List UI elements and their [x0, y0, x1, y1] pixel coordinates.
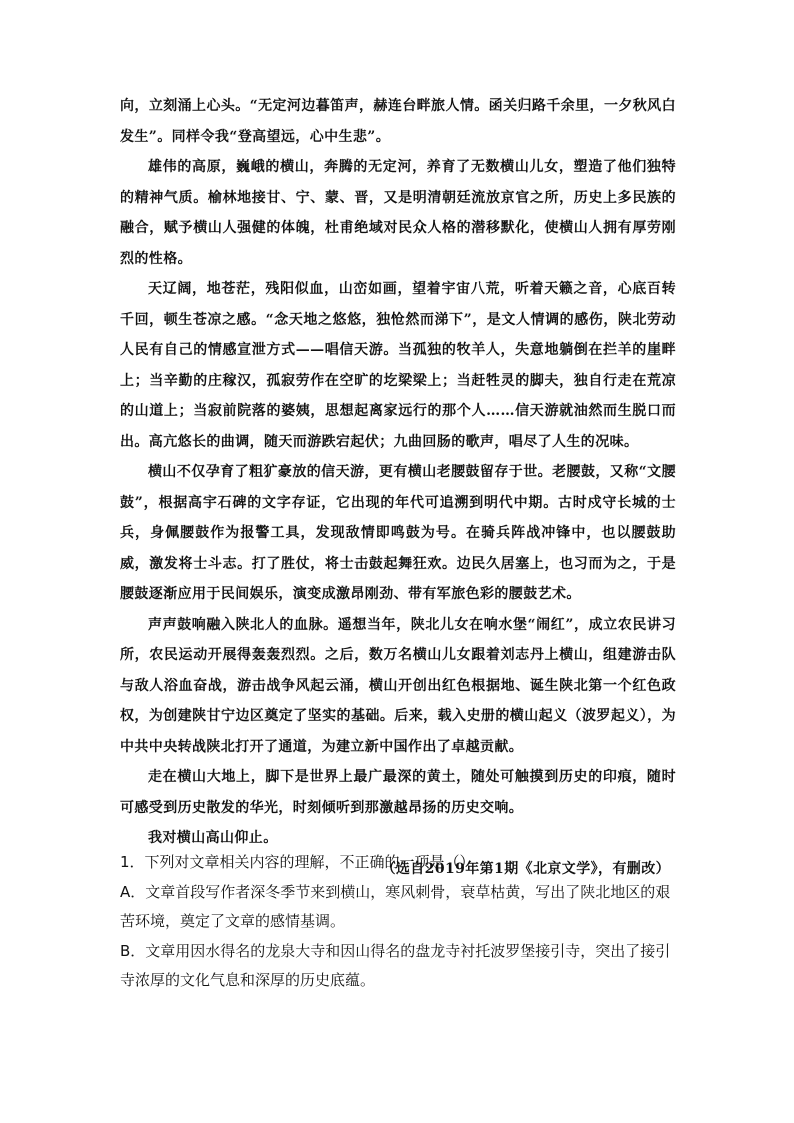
question-section	[120, 848, 676, 996]
option-a: A．文章首段写作者深冬季节来到横山，寒风刺骨，衰草枯黄，写出了陕北地区的艰苦环境，奠定了文章的感情基调。	[120, 882, 671, 930]
option-b: B．文章用因水得名的龙泉大寺和因山得名的盘龙寺衬托波罗堡接引寺，突出了接引寺浓厚的文化气息和深厚的历史底蕴。	[120, 941, 671, 989]
paragraph-7: 我对横山高山仰止。	[148, 830, 278, 846]
paragraph-2: 雄伟的高原，巍峨的横山，奔腾的无定河，养育了无数横山儿女，塑造了他们独特的精神气质。榆林地接甘、宁、蒙、晋，又是明清朝廷流放京官之所，历史上多民族的融合，赋予横山人强健的体魄，杜甫绝域对民众人格的潜移默化，使横山人拥有厚劳刚烈的性格。	[120, 159, 676, 267]
paragraph-1: 向，立刻涌上心头。“无定河边暮笛声，赫连台畔旅人情。函关归路千余里，一夕秋风白发生”。同样令我“登高望远，心中生悲”。	[120, 98, 676, 145]
question-1-title: 1．下列对文章相关内容的理解，不正确的一项是（）	[120, 853, 475, 871]
paragraph-4: 横山不仅孕育了粗犷豪放的信天游，更有横山老腰鼓留存于世。老腰鼓，又称“文腰鼓”，根据高宇石碑的文字存证，它出现的年代可追溯到明代中期。古时戍守长城的士兵，身佩腰鼓作为报警工具，发现敌情即鸣鼓为号。在骑兵阵战冲锋中，也以腰鼓助威，激发将士斗志。打了胜仗，将士击鼓起舞狂欢。边民久居塞上，也习而为之，于是腰鼓逐渐应用于民间娱乐，演变成激昂刚劲、带有军旅色彩的腰鼓艺术。	[120, 464, 676, 602]
reading-passage	[120, 91, 676, 884]
paragraph-5: 声声鼓响融入陕北人的血脉。遥想当年，陕北儿女在响水堡“闹红”，成立农民讲习所，农民运动开展得轰轰烈烈。之后，数万名横山儿女跟着刘志丹上横山，组建游击队与敌人浴血奋战，游击战争风起云涌，横山开创出红色根据地、诞生陕北第一个红色政权，为创建陕甘宁边区奠定了坚实的基础。后来，载入史册的横山起义（波罗起义），为中共中央转战陕北打开了通道，为建立新中国作出了卓越贡献。	[120, 616, 676, 755]
paragraph-3: 天辽阔，地苍茫，残阳似血，山峦如画，望着宇宙八荒，听着天籁之音，心底百转千回，顿生苍凉之感。“念天地之悠悠，独怆然而涕下”，是文人情调的感伤，陕北劳动人民有自己的情感宣泄方式——唱信天游。当孤独的牧羊人，失意地躺倒在拦羊的崖畔上；当辛勤的庄稼汉，孤寂劳作在空旷的圪梁梁上；当赶牲灵的脚夫，独自行走在荒凉的山道上；当寂前院落的婆姨，思想起离家远行的那个人……信天游就油然而生脱口而出。高亢悠长的曲调，随天而游跌宕起伏；九曲回肠的歌声，唱尽了人生的况味。	[120, 281, 676, 450]
source-citation: （选自2019年第1期《北京文学》，有删改）	[381, 860, 670, 877]
paragraph-6: 走在横山大地上，脚下是世界上最广最深的黄土，随处可触摸到历史的印痕，随时可感受到历史散发的华光，时刻倾听到那激越昂扬的历史交响。	[120, 769, 676, 816]
